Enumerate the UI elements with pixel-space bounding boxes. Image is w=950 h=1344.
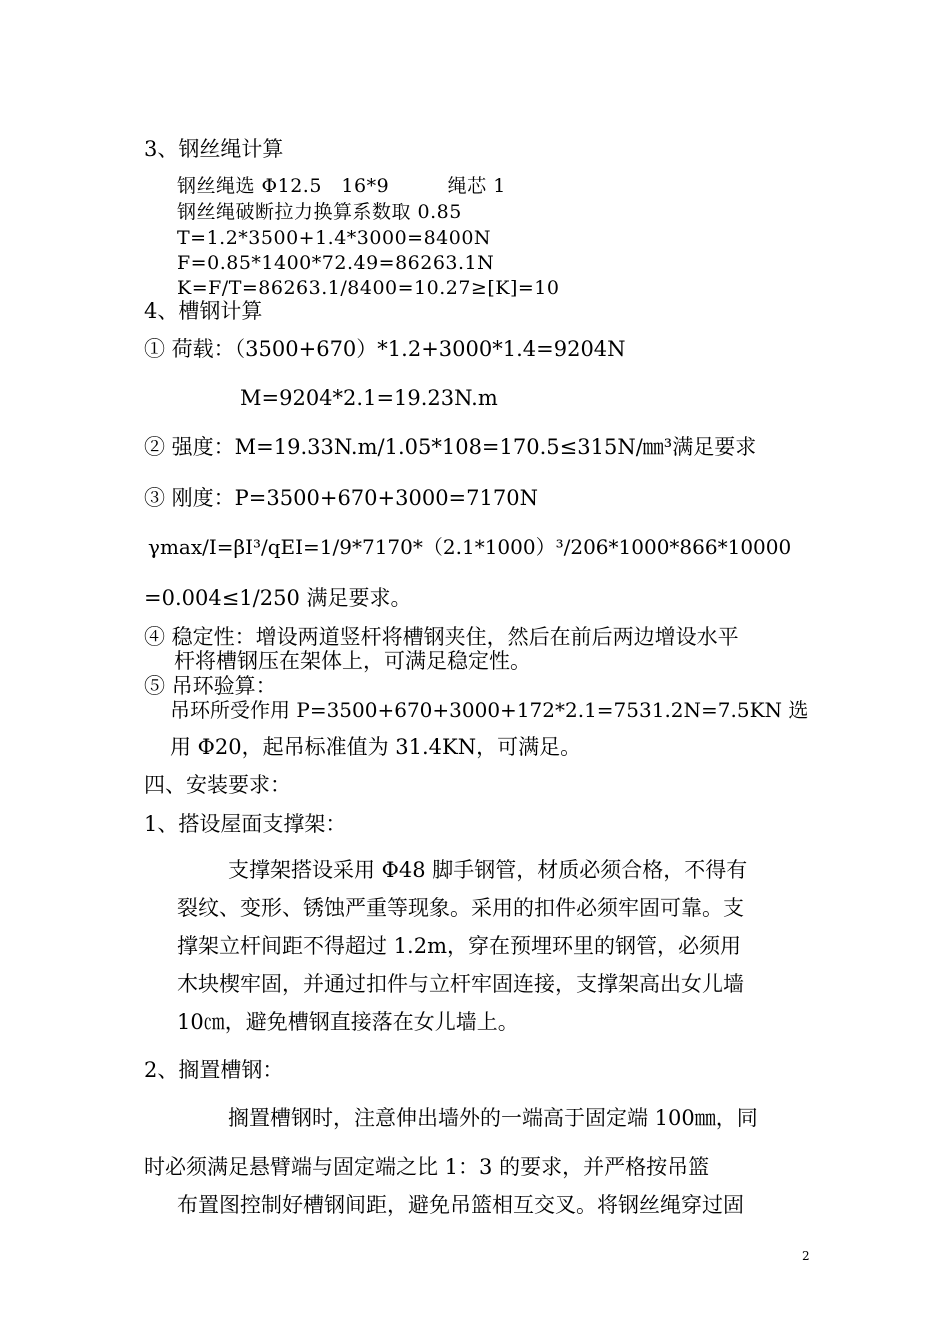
beam-line-2: 时必须满足悬臂端与固定端之比 1：3 的要求，并严格按吊篮 <box>144 1155 710 1179</box>
support-heading: 1、搭设屋面支撑架： <box>144 812 347 836</box>
support-line-5: 10㎝，避免槽钢直接落在女儿墙上。 <box>177 1010 519 1034</box>
load-line: ① 荷载：（3500+670）*1.2+3000*1.4=9204N <box>144 337 626 361</box>
support-line-3: 撑架立杆间距不得超过 1.2m，穿在预埋环里的钢管，必须用 <box>177 934 741 958</box>
moment-line: M=9204*2.1=19.23N.m <box>240 386 498 410</box>
page-number: 2 <box>802 1249 810 1263</box>
strength-line: ② 强度：M=19.33N.m/1.05*108=170.5≤315N/㎜³满足要求 <box>144 435 757 459</box>
section-3-heading: 3、钢丝绳计算 <box>144 137 284 161</box>
stability-line-1: ④ 稳定性：增设两道竖杆将槽钢夹住，然后在前后两边增设水平 <box>144 625 739 649</box>
ring-line-2: 用 Φ20，起吊标准值为 31.4KN，可满足。 <box>170 735 582 759</box>
stability-line-2: 杆将槽钢压在架体上，可满足稳定性。 <box>174 649 531 673</box>
beam-heading: 2、搁置槽钢： <box>144 1058 284 1082</box>
rope-line-1: 钢丝绳选 Φ12.5 16*9 绳芯 1 <box>177 175 506 197</box>
beam-line-3: 布置图控制好槽钢间距，避免吊篮相互交叉。将钢丝绳穿过固 <box>177 1193 744 1217</box>
rope-line-4: F=0.85*1400*72.49=86263.1N <box>177 252 495 274</box>
stiffness-line: ③ 刚度：P=3500+670+3000=7170N <box>144 486 538 510</box>
support-line-1: 支撑架搭设采用 Φ48 脚手钢管，材质必须合格，不得有 <box>228 858 748 882</box>
deflection-result: =0.004≤1/250 满足要求。 <box>144 586 412 610</box>
beam-line-1: 搁置槽钢时，注意伸出墙外的一端高于固定端 100㎜，同 <box>228 1106 758 1130</box>
support-line-4: 木块楔牢固，并通过扣件与立杆牢固连接，支撑架高出女儿墙 <box>177 972 744 996</box>
section-4-heading: 4、槽钢计算 <box>144 299 263 323</box>
ring-heading: ⑤ 吊环验算： <box>144 674 277 698</box>
ring-line-1: 吊环所受作用 P=3500+670+3000+172*2.1=7531.2N=7.5KN 选 <box>170 698 809 722</box>
install-heading: 四、安装要求： <box>144 773 291 797</box>
rope-line-5: K=F/T=86263.1/8400=10.27≥[K]=10 <box>177 277 560 299</box>
support-line-2: 裂纹、变形、锈蚀严重等现象。采用的扣件必须牢固可靠。支 <box>177 896 744 920</box>
deflection-formula: γmax/I=βI³/qEI=1/9*7170*（2.1*1000）³/206*1000*866*10000 <box>148 535 792 559</box>
rope-line-3: T=1.2*3500+1.4*3000=8400N <box>177 227 492 249</box>
rope-line-2: 钢丝绳破断拉力换算系数取 0.85 <box>177 201 462 223</box>
